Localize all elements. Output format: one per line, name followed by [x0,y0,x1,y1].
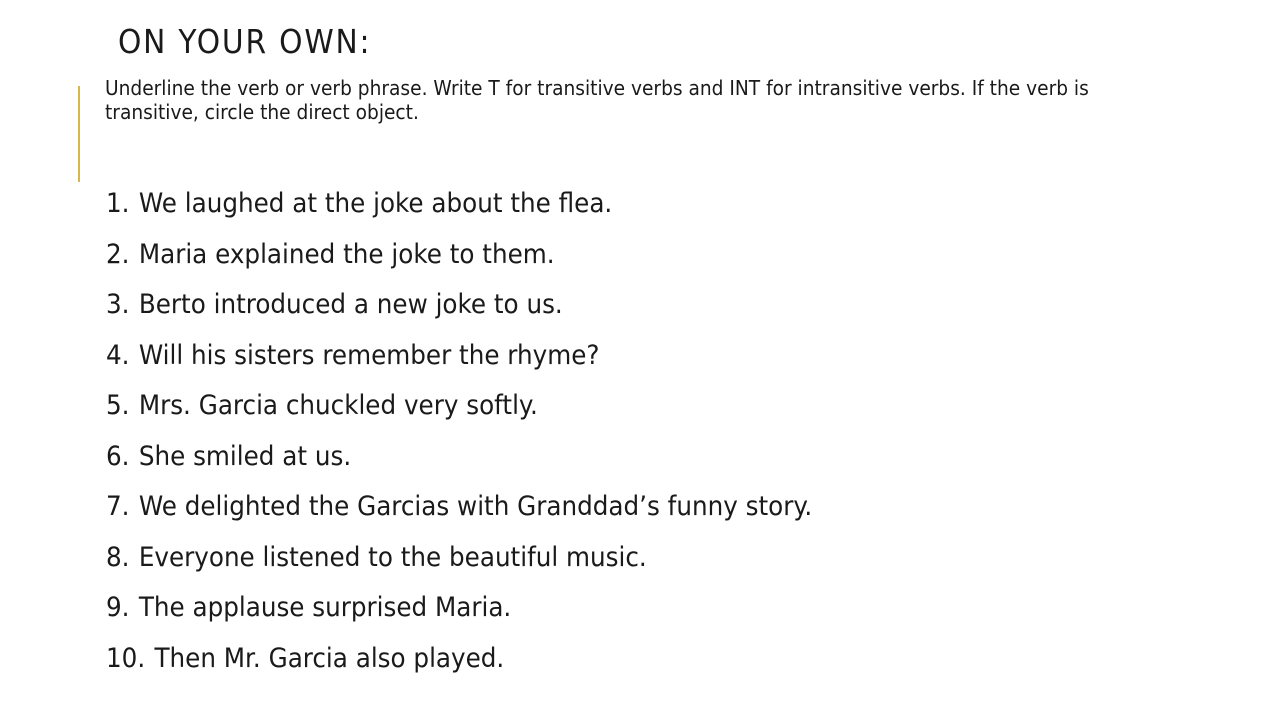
sentence-number: 1. [106,188,130,219]
instructions-text: Underline the verb or verb phrase. Write T for transitive verbs and INT for intransitive verbs. If the verb is transitive, circle the direct object. [105,76,1089,124]
sentence-item [106,285,812,336]
sentence-item [106,437,812,488]
sentence-number: 4. [106,339,130,371]
sentence-number: 8. [106,541,130,573]
sentence-number: 9. [106,592,130,623]
sentence-text: Maria explained the joke to them. [138,238,555,270]
sentence-text: She smiled at us. [138,440,352,472]
sentence-number: 3. [106,289,130,320]
sentence-item [106,184,812,235]
sentence-number: 7. [106,491,130,522]
sentence-text: Everyone listened to the beautiful music. [138,541,647,573]
sentence-item [106,235,812,286]
sentence-item [106,639,812,690]
sentence-text: We delighted the Garcias with Granddad’s funny story. [138,491,813,522]
sentence-number: 10. [106,642,146,674]
sentence-item [106,538,812,589]
sentence-item [106,336,812,387]
sentence-text: Then Mr. Garcia also played. [154,642,505,674]
sentence-text: Berto introduced a new joke to us. [138,289,563,320]
sentence-text: We laughed at the joke about the flea. [138,188,613,219]
sentence-text: Mrs. Garcia chuckled very softly. [138,390,538,421]
sentence-list [106,184,812,689]
sentence-number: 5. [106,390,130,421]
sentence-number: 2. [106,238,130,270]
slide-title: ON YOUR OWN: [118,22,372,61]
accent-bar [78,86,80,182]
sentence-number: 6. [106,440,130,472]
sentence-item [106,588,812,639]
sentence-item [106,487,812,538]
sentence-text: Will his sisters remember the rhyme? [138,339,600,371]
sentence-item [106,386,812,437]
sentence-text: The applause surprised Maria. [138,592,512,623]
